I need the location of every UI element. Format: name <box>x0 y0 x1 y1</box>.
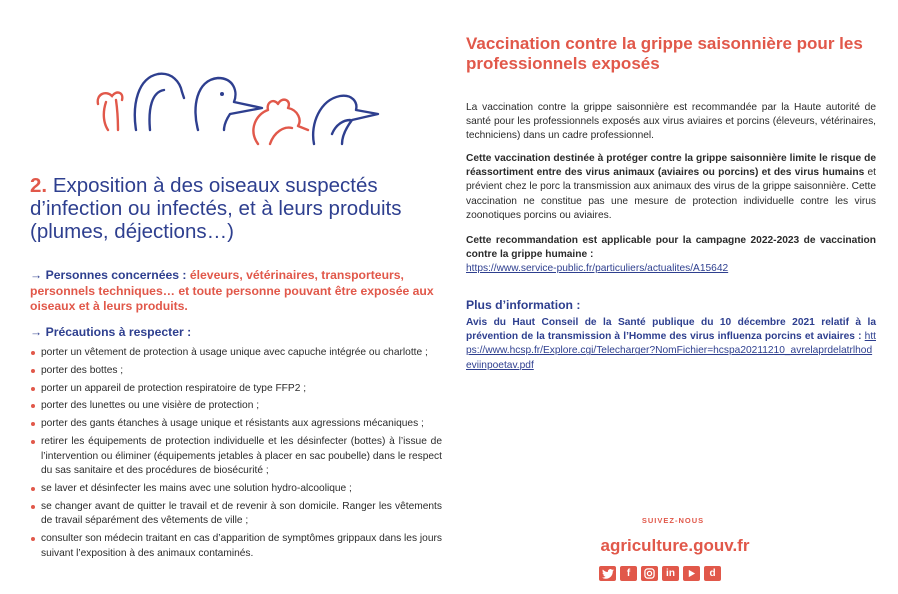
vaccination-paragraph-2 <box>466 152 876 223</box>
section-title-text: Exposition à des oiseaux suspectés d’infection ou infectés, et à leurs produits (plumes, déjections…) <box>30 174 402 243</box>
birds-illustration <box>88 64 388 150</box>
dailymotion-icon[interactable]: d <box>704 566 721 581</box>
paragraph-2-rest: et prévient chez le porc la transmission aux animaux des virus de la grippe saisonnière. Cette vaccination ne constitue pas une mesure de protection individuelle contre les virus zoonotiques porcins ou aviaires. <box>466 167 876 221</box>
paragraph-3-bold: Cette recommandation est applicable pour la campagne 2022-2023 de vaccination contre la grippe humaine : <box>466 235 876 261</box>
social-icons <box>599 566 721 581</box>
turkey-icon <box>98 93 123 130</box>
service-public-link[interactable]: https://www.service-public.fr/particuliers/actualites/A15642 <box>466 263 729 275</box>
site-url[interactable]: agriculture.gouv.fr <box>600 536 750 555</box>
persons-text: éleveurs, vétérinaires, transporteurs, personnels techniques… et toute personne pouvant être exposée aux oiseaux et à leurs produits. <box>30 268 434 313</box>
hcsp-link[interactable]: https://www.hcsp.fr/Explore.cgi/Telecharger?NomFichier=hcspa20211210_avrelaprdelatrlhodeviinpoetav.pdf <box>466 331 876 371</box>
instagram-icon[interactable] <box>641 566 658 581</box>
twitter-icon[interactable] <box>599 566 616 581</box>
swan-icon <box>313 96 378 144</box>
vaccination-title: Vaccination contre la grippe saisonnière pour les professionnels exposés <box>466 34 863 73</box>
list-item: retirer les équipements de protection individuelle et les désinfecter (bottes) à l’issue de l’intervention ou éliminer (équipements jetables à placer en sac poubelle) dans le respect du sas sanitaire et des procédures de biosécurité ; <box>30 435 442 479</box>
linkedin-icon[interactable]: in <box>662 566 679 581</box>
hcsp-notice <box>466 316 876 373</box>
facebook-icon[interactable]: f <box>620 566 637 581</box>
list-item: porter des bottes ; <box>30 364 442 379</box>
vaccination-paragraph-3 <box>466 234 876 277</box>
list-item: porter un vêtement de protection à usage unique avec capuche intégrée ou charlotte ; <box>30 346 442 361</box>
list-item: consulter son médecin traitant en cas d’apparition de symptômes grippaux dans les jours suivant l’exposition à des animaux contaminés. <box>30 532 442 561</box>
precautions-heading: → Précautions à respecter : <box>30 325 192 339</box>
list-item: porter des lunettes ou une visière de protection ; <box>30 399 442 414</box>
vaccination-paragraph-1: La vaccination contre la grippe saisonnière est recommandée par la Haute autorité de santé pour les professionnels exposés aux virus aviaires et porcins (éleveurs, vétérinaires, techniciens) dans un cadre professionnel. <box>466 102 876 142</box>
list-item: se changer avant de quitter le travail et de revenir à son domicile. Ranger les vêtements de travail séparément des vêtements de ville ; <box>30 500 442 529</box>
more-info-heading: Plus d’information : <box>466 298 581 312</box>
paragraph-2-bold: Cette vaccination destinée à protéger contre la grippe saisonnière limite le risque de réassortiment entre des virus animaux (aviaires ou porcins) et des virus humains <box>466 153 876 179</box>
list-item: se laver et désinfecter les mains avec une solution hydro-alcoolique ; <box>30 482 442 497</box>
section-number: 2. <box>30 174 48 197</box>
precautions-list <box>30 346 442 564</box>
youtube-icon[interactable] <box>683 566 700 581</box>
hcsp-notice-text: Avis du Haut Conseil de la Santé publique du 10 décembre 2021 relatif à la prévention de la transmission à l’Homme des virus influenza porcins et aviaires : <box>466 317 876 343</box>
list-item: porter des gants étanches à usage unique et résistants aux agressions mécaniques ; <box>30 417 442 432</box>
section-title <box>30 174 442 243</box>
list-item: porter un appareil de protection respiratoire de type FFP2 ; <box>30 382 442 397</box>
persons-concerned <box>30 268 442 315</box>
duck-icon <box>195 78 262 130</box>
rooster-icon <box>253 100 308 144</box>
goose-icon <box>135 74 184 130</box>
follow-us-label: SUIVEZ-NOUS <box>641 516 705 525</box>
persons-label: → Personnes concernées : <box>30 268 187 282</box>
